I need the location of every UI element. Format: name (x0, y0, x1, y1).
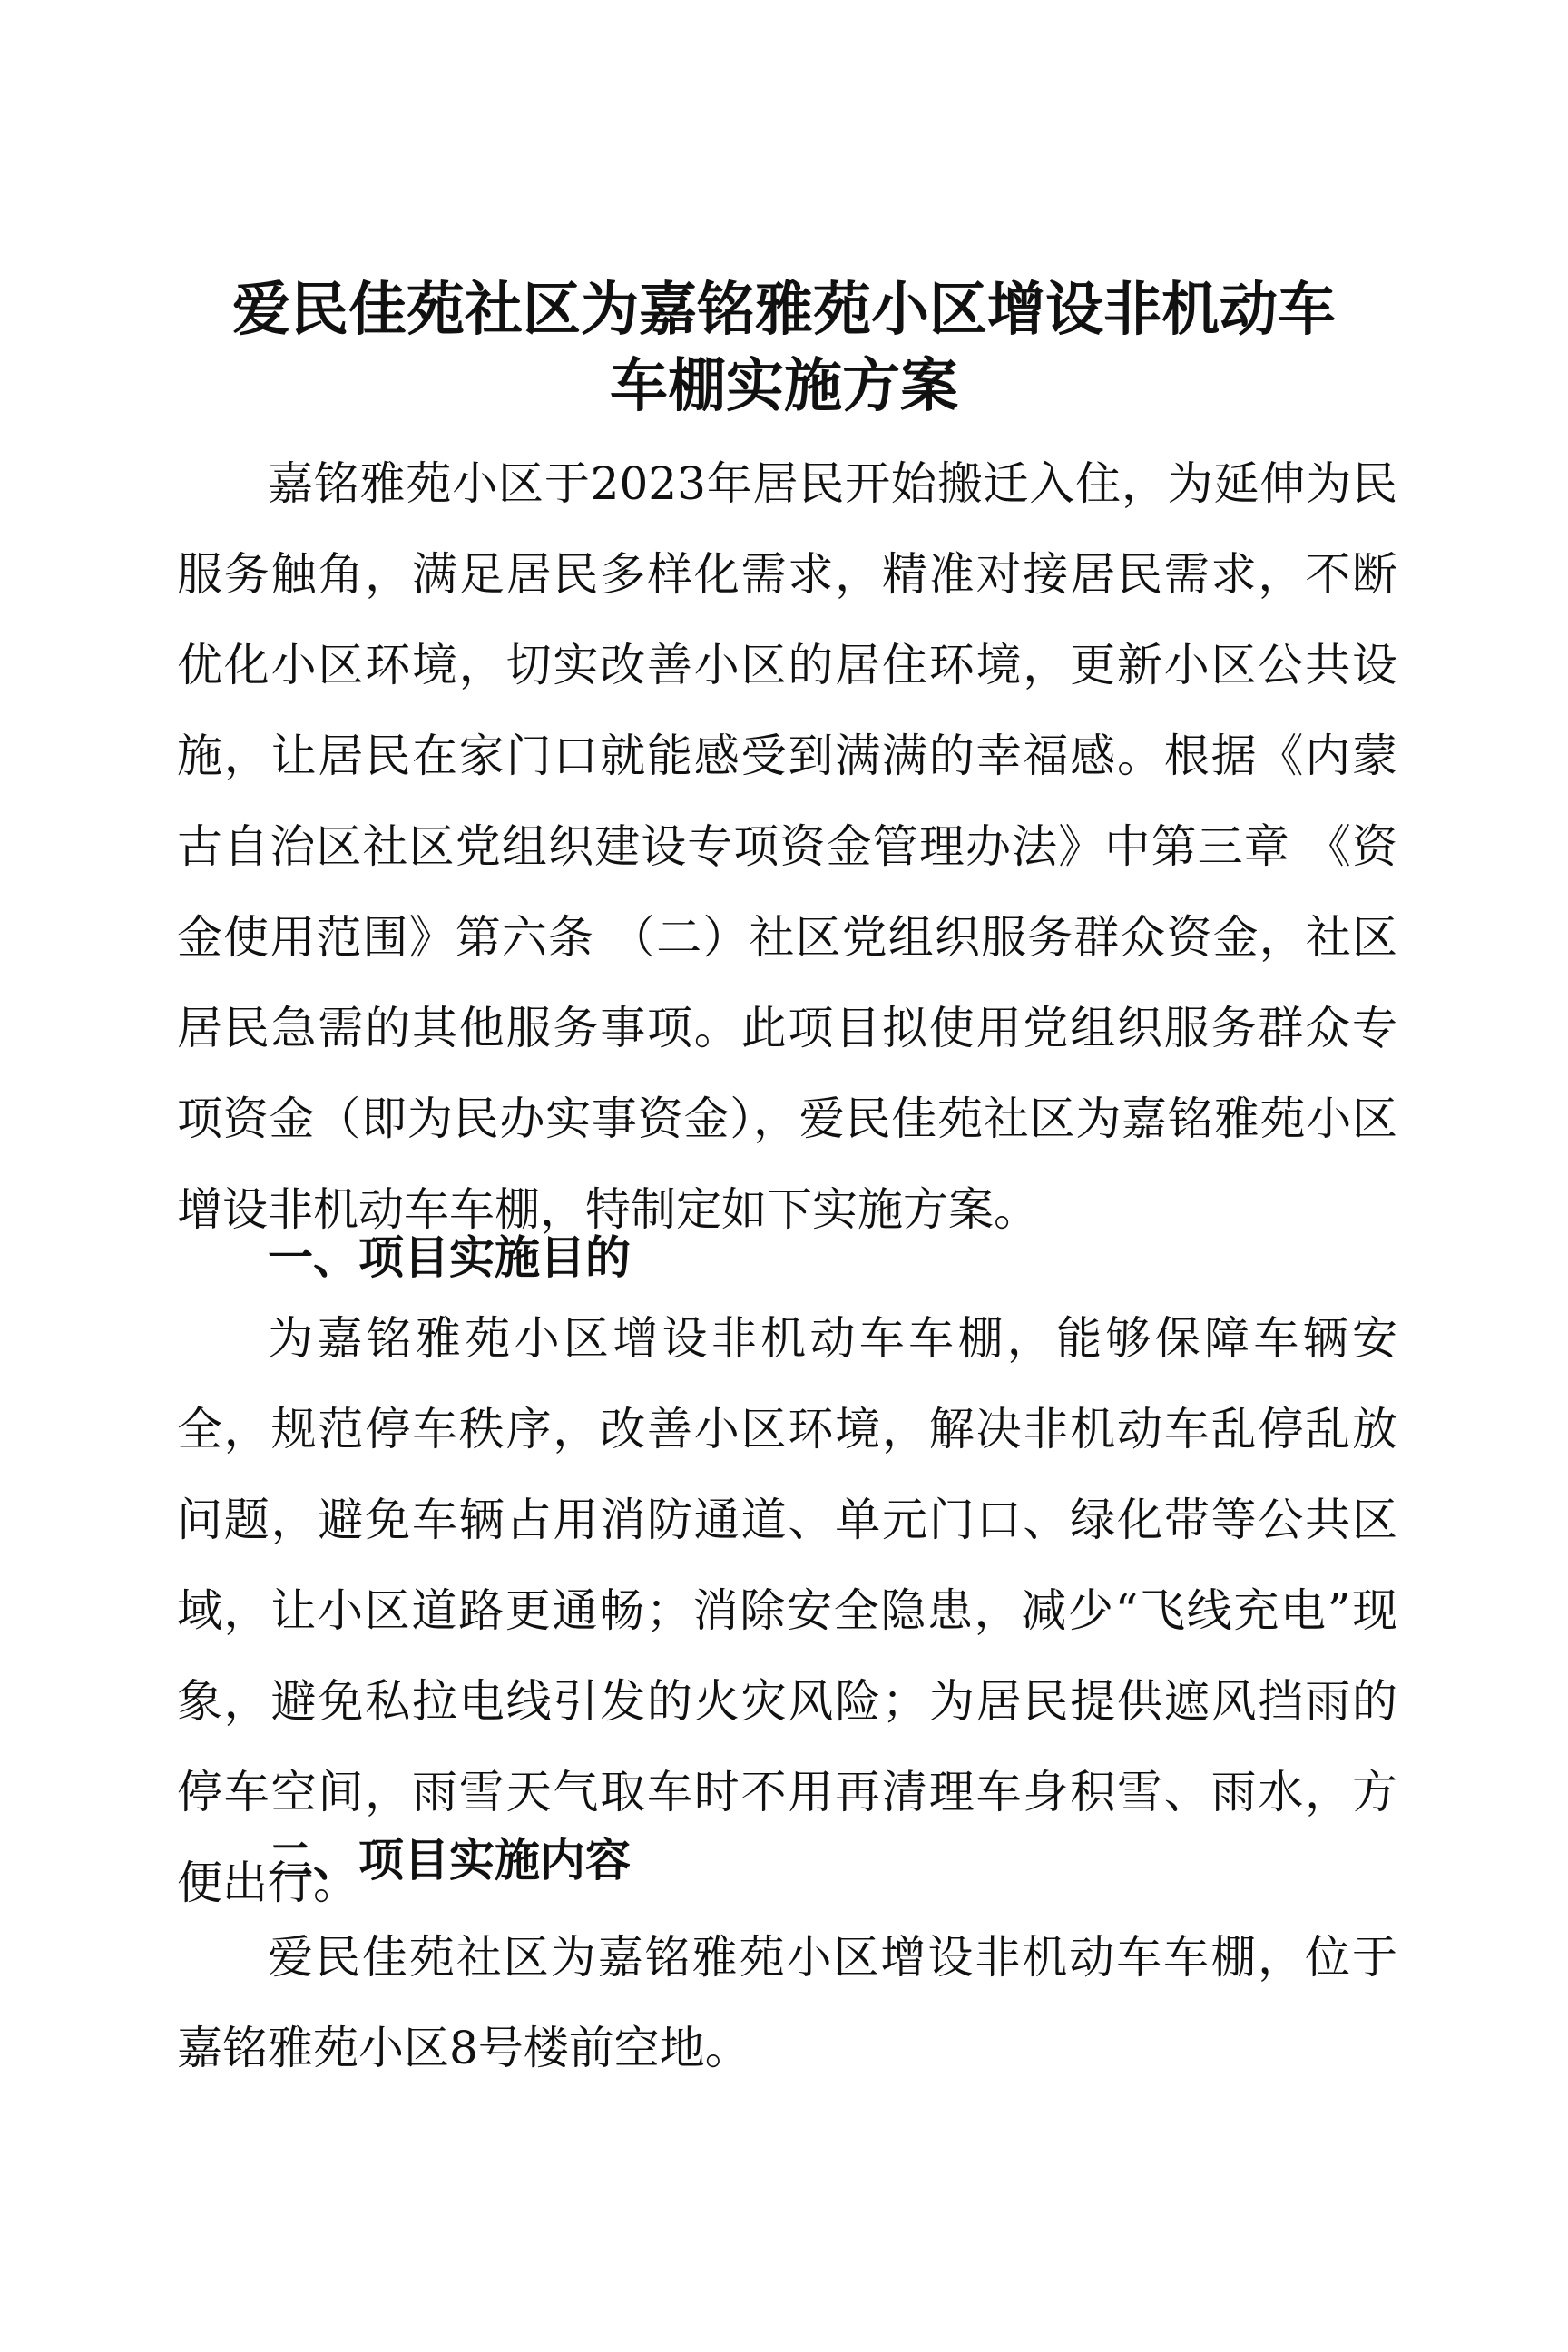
section-heading-purpose: 一、项目实施目的 (268, 1231, 631, 1284)
document-title-line-2: 车棚实施方案 (610, 353, 958, 420)
section-body-content: 爱民佳苑社区为嘉铭雅苑小区增设非机动车车棚，位于嘉铭雅苑小区8号楼前空地。 (177, 1931, 1397, 2074)
section-heading-content: 二、项目实施内容 (268, 1834, 631, 1886)
intro-paragraph: 嘉铭雅苑小区于2023年居民开始搬迁入住，为延伸为民服务触角，满足居民多样化需求，精准对接居民需求，不断优化小区环境，切实改善小区的居住环境，更新小区公共设施，让居民在家门口就能感受到满满的幸福感。根据《内蒙古自治区社区党组织建设专项资金管理办法》中第三章 《资金使用范围》第六条 （二）社区党组织服务群众资金，社区居民急需的其他服务事项。此项目拟使用党组织服务群众专项资金（即为民办实事资金），爱民佳苑社区为嘉铭雅苑小区增设非机动车车棚，特制定如下实施方案。 (177, 457, 1397, 1236)
document-title-line-1: 爱民佳苑社区为嘉铭雅苑小区增设非机动车 (232, 277, 1336, 344)
section-body-purpose: 为嘉铭雅苑小区增设非机动车车棚，能够保障车辆安全，规范停车秩序，改善小区环境，解决非机动车乱停乱放问题，避免车辆占用消防通道、单元门口、绿化带等公共区域，让小区道路更通畅；消除安全隐患，减少“飞线充电”现象，避免私拉电线引发的火灾风险；为居民提供遮风挡雨的停车空间，雨雪天气取车时不用再清理车身积雪、雨水，方便出行。 (177, 1312, 1397, 1909)
